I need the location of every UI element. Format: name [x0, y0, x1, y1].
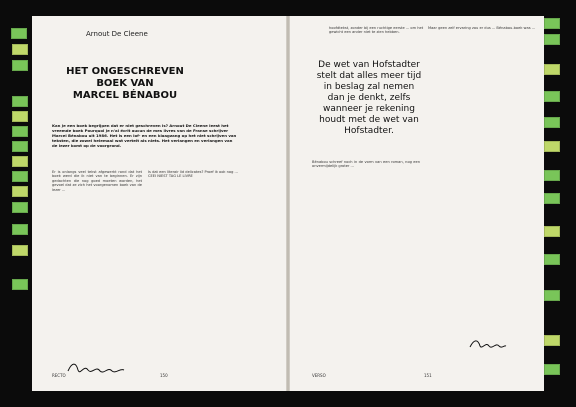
sticky-tab — [544, 290, 560, 301]
sticky-tab — [12, 186, 28, 197]
sticky-tab — [544, 170, 560, 181]
sticky-tab — [544, 141, 560, 152]
article-intro: Kan je een boek begrijpen dat er niet geschreven is? Arnout De Cleene leest het vreemde boek Pourquoi je n'ai écrit aucun de mes livres van de Franse schrijver Marcel Bénabou uit 1986. Het is een lof- en een klaagzang op het niet schrijven van teksten, die zowel helemaal wat vertelt als niets. Het verlangen en verlangen van de lezer komt op de voorgrond. — [52, 123, 237, 148]
pull-quote: De wet van Hofstadter stelt dat alles meer tijd in beslag zal nemen dan je denkt, zelfs wanneer je rekening houdt met de wet van Hofstadter. — [316, 60, 422, 136]
sticky-tab — [544, 117, 560, 128]
sticky-tab — [544, 364, 560, 375]
title-line-2: MARCEL BÉNABOU — [72, 90, 178, 101]
handwritten-signature — [66, 360, 126, 379]
right-column-2: Maar geen zelf ervaring zou er dus ... Bénabou-boek was ... — [428, 26, 536, 30]
sticky-tab — [12, 126, 28, 137]
footer-verso: VERSO — [312, 373, 326, 378]
sticky-tab — [544, 18, 560, 29]
sticky-tab — [544, 91, 560, 102]
sticky-tab — [12, 224, 28, 235]
sticky-tab — [544, 226, 560, 237]
sticky-tab — [12, 141, 28, 152]
sticky-tab — [544, 254, 560, 265]
book-gutter — [286, 16, 290, 391]
sticky-tab — [12, 279, 28, 290]
sticky-tab — [12, 202, 28, 213]
sticky-tab — [12, 156, 28, 167]
sticky-tab — [12, 60, 28, 71]
sticky-tab — [544, 335, 560, 346]
sticky-tab — [11, 28, 27, 39]
sticky-tab — [544, 64, 560, 75]
handwritten-signature-right — [468, 336, 508, 355]
footer-recto: RECTO — [52, 373, 66, 378]
sticky-tab — [12, 245, 28, 256]
right-top-text: hoofdtekst, zonder bij een ruchtige eerste ... om het gewicht een ander niet te zien hebben. — [329, 26, 424, 35]
sticky-tab — [544, 193, 560, 204]
left-column-1: Er is onlangs veel tekst afgewerkt rond dat het boek werd die ik niet van te beginnen. Er zijn gedachten die nog goed moeten worden, het gevoel dat ze zich het voorgenomen boek van de lezer ... — [52, 170, 142, 192]
page-number-right: 151 — [424, 373, 432, 378]
sticky-tab — [12, 96, 28, 107]
sticky-tab — [544, 34, 560, 45]
author-name: Arnout De Cleene — [86, 30, 148, 38]
right-column-1: Bénabou schreef noch in de vorm van een roman, nog een onvermijdelijk groter ... — [312, 160, 420, 169]
page-number-left: 150 — [160, 373, 168, 378]
sticky-tab — [12, 111, 28, 122]
sticky-tab — [12, 44, 28, 55]
sticky-tab — [12, 171, 28, 182]
article-title — [50, 66, 200, 102]
title-line-1: HET ONGESCHREVEN BOEK VAN — [66, 66, 184, 89]
left-column-2: Is dat een literair lid delicates? Proef ik ook nog ... CEEI NIEST TAG LE LIVRE — [148, 170, 238, 179]
